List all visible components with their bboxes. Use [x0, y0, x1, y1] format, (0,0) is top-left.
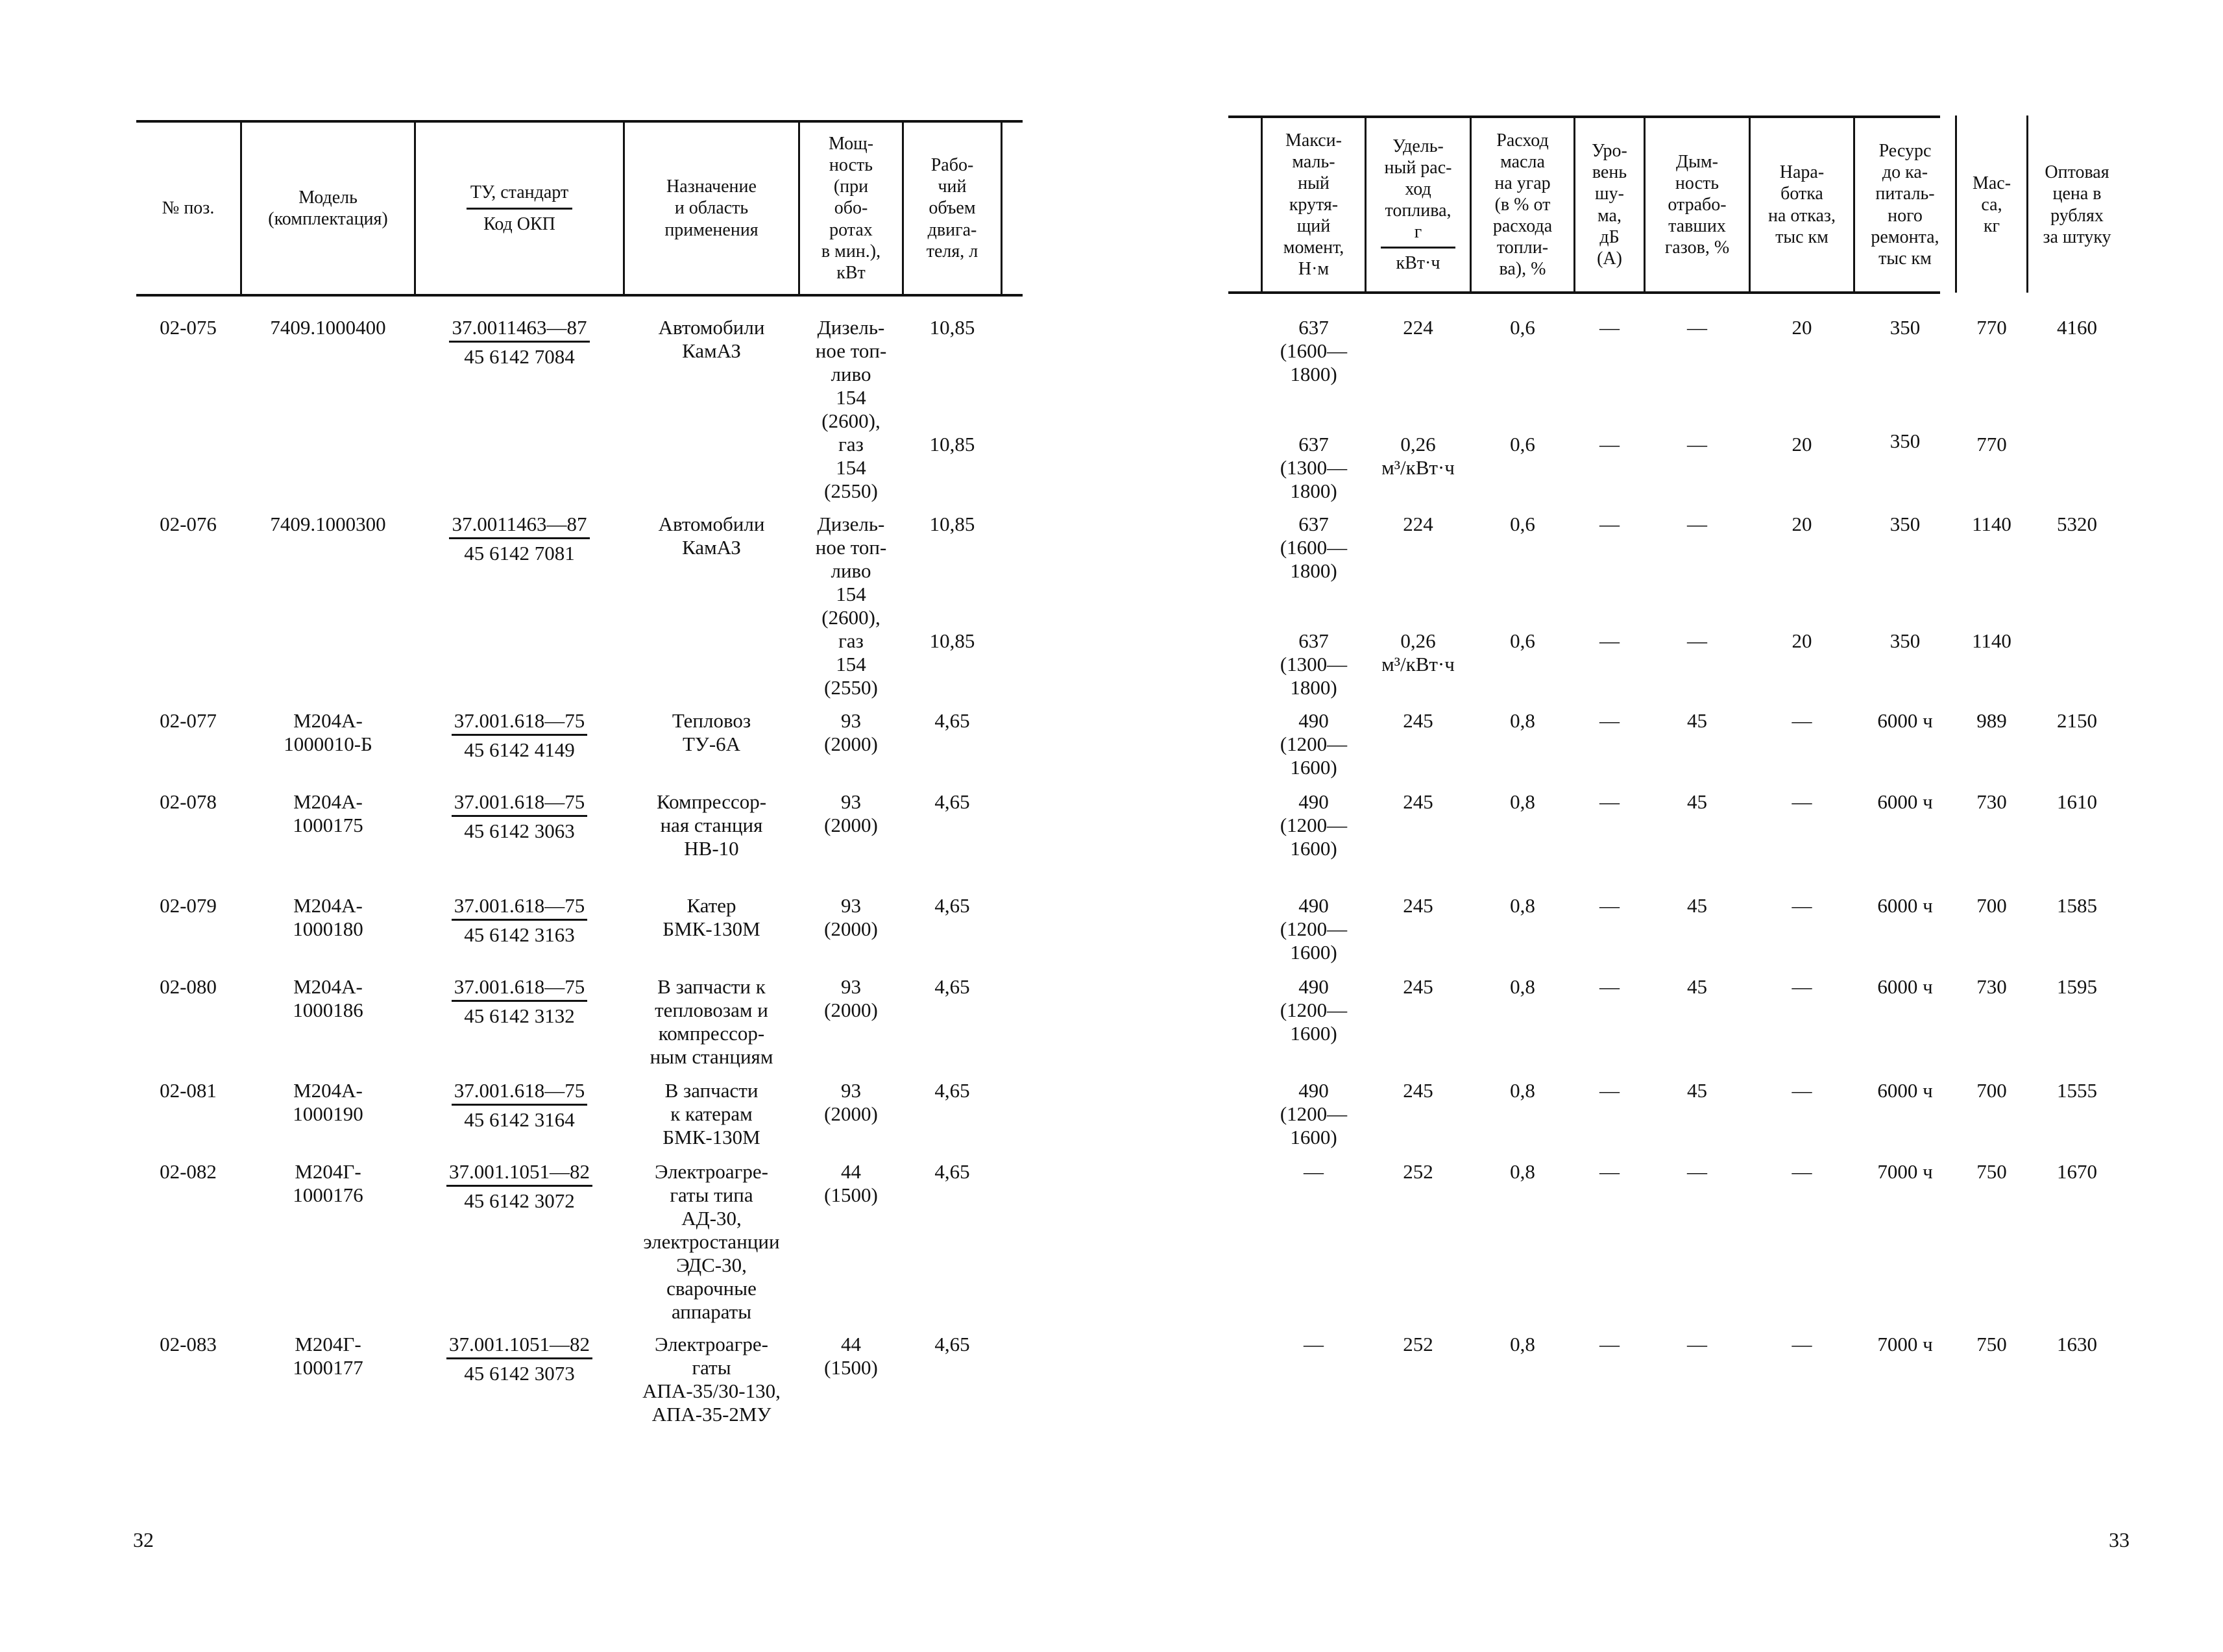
header-power: Мощ- ность (при обо- ротах в мин.), кВт — [821, 134, 881, 283]
cell-power: 93 (2000) — [824, 975, 878, 1021]
cell-tu: 37.0011463—87 — [452, 316, 587, 339]
cell-mtbf: 20 — [1792, 513, 1812, 535]
cell-power: газ 154 (2550) — [824, 433, 878, 502]
cell-price: 1555 — [2057, 1079, 2097, 1102]
cell-tu-okp — [416, 513, 623, 565]
cell-resource: 350 — [1889, 316, 1921, 339]
cell-model: 7409.1000400 — [270, 316, 386, 339]
cell-okp: 45 6142 3072 — [464, 1189, 575, 1212]
cell-mass: 750 — [1976, 1333, 2007, 1355]
fraction-rule — [452, 1000, 588, 1002]
cell-mass: 730 — [1976, 975, 2007, 998]
cell-smoke: — — [1687, 1333, 1707, 1355]
fraction-rule — [449, 537, 589, 539]
cell-power: 93 (2000) — [824, 790, 878, 836]
cell-resource: 7000 ч — [1877, 1333, 1933, 1355]
cell-mtbf: — — [1792, 1333, 1812, 1355]
page-number: 33 — [2109, 1528, 2130, 1551]
cell-torque: 637 (1600— 1800) — [1280, 513, 1348, 582]
cell-okp: 45 6142 7081 — [464, 542, 575, 565]
cell-fuel: 252 — [1403, 1333, 1433, 1355]
cell-resource: 6000 ч — [1877, 1079, 1933, 1102]
cell-volume: 4,65 — [934, 790, 970, 813]
cell-smoke: 45 — [1687, 790, 1707, 813]
cell-mass: 770 — [1976, 316, 2007, 339]
header-volume: Рабо- чий объем двига- теля, л — [926, 155, 978, 261]
fraction-rule — [446, 1357, 592, 1359]
cell-volume: 10,85 — [929, 316, 975, 339]
cell-mass: 770 — [1976, 433, 2007, 456]
cell-noise: — — [1599, 1079, 1620, 1102]
cell-smoke: — — [1687, 316, 1707, 339]
cell-volume: 10,85 — [929, 629, 975, 652]
cell-resource: 6000 ч — [1877, 790, 1933, 813]
cell-pos: 02-075 — [160, 316, 217, 339]
cell-smoke: — — [1687, 513, 1707, 535]
cell-price: 5320 — [2057, 513, 2097, 535]
cell-smoke: — — [1687, 1160, 1707, 1183]
cell-tu: 37.001.1051—82 — [449, 1160, 590, 1183]
cell-volume: 4,65 — [934, 1160, 970, 1183]
cell-price: 1610 — [2057, 790, 2097, 813]
cell-power: 44 (1500) — [824, 1333, 878, 1379]
cell-oil: 0,6 — [1510, 433, 1535, 456]
cell-torque: — — [1304, 1333, 1324, 1355]
cell-torque: 490 (1200— 1600) — [1280, 790, 1348, 860]
cell-tu-okp — [416, 1079, 623, 1132]
cell-resource: 7000 ч — [1877, 1160, 1933, 1183]
cell-volume: 10,85 — [929, 513, 975, 535]
cell-mtbf: — — [1792, 1160, 1812, 1183]
cell-torque: 490 (1200— 1600) — [1280, 975, 1348, 1045]
cell-resource: 6000 ч — [1877, 709, 1933, 732]
cell-tu-okp — [416, 1160, 623, 1213]
cell-mass: 989 — [1976, 709, 2007, 732]
cell-volume: 4,65 — [934, 1079, 970, 1102]
fraction-rule — [449, 341, 589, 343]
cell-power: газ 154 (2550) — [824, 629, 878, 699]
cell-torque: 637 (1600— 1800) — [1280, 316, 1348, 385]
cell-purpose: Электроагре- гаты АПА-35/30-130, АПА-35-2МУ — [642, 1333, 781, 1426]
cell-purpose: Автомобили КамАЗ — [658, 513, 765, 559]
cell-fuel: 245 — [1403, 894, 1433, 917]
cell-smoke: 45 — [1687, 709, 1707, 732]
cell-noise: — — [1599, 790, 1620, 813]
header-fuel — [1367, 118, 1470, 291]
header-resource: Ресурс до ка- питаль- ного ремонта, тыс км — [1871, 141, 1939, 269]
cell-power: Дизель- ное топ- ливо 154 (2600), — [815, 513, 887, 629]
cell-price: 1585 — [2057, 894, 2097, 917]
cell-tu-okp — [416, 975, 623, 1028]
cell-model: М204Г- 1000176 — [293, 1160, 363, 1206]
cell-tu: 37.001.618—75 — [454, 975, 585, 998]
cell-mass: 700 — [1976, 894, 2007, 917]
cell-mass: 730 — [1976, 790, 2007, 813]
cell-mass: 1140 — [1972, 513, 2011, 535]
cell-volume: 4,65 — [934, 1333, 970, 1355]
cell-purpose: Тепловоз ТУ-6А — [672, 709, 751, 755]
cell-fuel: 245 — [1403, 790, 1433, 813]
cell-pos: 02-082 — [160, 1160, 217, 1183]
cell-model: М204А- 1000180 — [293, 894, 363, 940]
fraction-rule — [452, 1104, 588, 1106]
header-oil: Расход масла на угар (в % от расхода топли- ва), % — [1492, 130, 1553, 280]
cell-pos: 02-079 — [160, 894, 217, 917]
cell-volume: 10,85 — [929, 433, 975, 456]
cell-fuel: 0,26 м³/кВт·ч — [1381, 629, 1455, 675]
cell-fuel: 224 — [1403, 316, 1433, 339]
cell-tu: 37.001.618—75 — [454, 709, 585, 732]
cell-volume: 4,65 — [934, 975, 970, 998]
cell-smoke: 45 — [1687, 975, 1707, 998]
cell-purpose: Компрессор- ная станция НВ-10 — [656, 790, 767, 860]
cell-model: М204А- 1000175 — [293, 790, 363, 836]
cell-oil: 0,8 — [1510, 709, 1535, 732]
cell-mtbf: — — [1792, 709, 1812, 732]
right-page — [1112, 0, 2223, 1652]
cell-okp: 45 6142 3163 — [464, 923, 575, 946]
fraction-rule — [467, 208, 572, 210]
fraction-rule — [452, 815, 588, 817]
header-tu: ТУ, стандарт — [470, 182, 569, 203]
cell-noise: — — [1599, 433, 1620, 456]
cell-pos: 02-080 — [160, 975, 217, 998]
header-model: Модель (комплектация) — [268, 187, 388, 229]
cell-okp: 45 6142 7084 — [464, 345, 575, 368]
cell-purpose: Катер БМК-130М — [662, 894, 760, 940]
cell-mtbf: — — [1792, 1079, 1812, 1102]
cell-tu: 37.0011463—87 — [452, 513, 587, 535]
header-fuel-bottom: кВт·ч — [1396, 253, 1440, 274]
header-bottom-rule — [136, 294, 1023, 297]
cell-oil: 0,6 — [1510, 629, 1535, 652]
cell-mtbf: 20 — [1792, 629, 1812, 652]
cell-oil: 0,8 — [1510, 1160, 1535, 1183]
cell-mass: 700 — [1976, 1079, 2007, 1102]
cell-smoke: — — [1687, 629, 1707, 652]
cell-torque: 490 (1200— 1600) — [1280, 1079, 1348, 1148]
cell-volume: 4,65 — [934, 894, 970, 917]
cell-mass: 1140 — [1972, 629, 2011, 652]
cell-fuel: 245 — [1403, 1079, 1433, 1102]
cell-resource: 350 — [1889, 430, 1921, 452]
cell-noise: — — [1599, 629, 1620, 652]
cell-tu: 37.001.618—75 — [454, 894, 585, 917]
cell-tu: 37.001.618—75 — [454, 1079, 585, 1102]
cell-power: Дизель- ное топ- ливо 154 (2600), — [815, 316, 887, 432]
cell-torque: 490 (1200— 1600) — [1280, 709, 1348, 779]
cell-oil: 0,6 — [1510, 513, 1535, 535]
cell-tu-okp — [416, 894, 623, 947]
cell-mtbf: — — [1792, 894, 1812, 917]
cell-purpose: Электроагре- гаты типа АД-30, электростанции ЭДС-30, сварочные аппараты — [643, 1160, 780, 1323]
cell-volume: 4,65 — [934, 709, 970, 732]
cell-fuel: 252 — [1403, 1160, 1433, 1183]
cell-torque: 637 (1300— 1800) — [1280, 433, 1348, 502]
fraction-rule — [1381, 247, 1456, 249]
fraction-rule — [446, 1185, 592, 1187]
cell-noise: — — [1599, 1333, 1620, 1355]
cell-okp: 45 6142 3073 — [464, 1362, 575, 1385]
cell-price: 1630 — [2057, 1333, 2097, 1355]
header-pos: № поз. — [162, 198, 215, 219]
cell-model: М204А- 1000186 — [293, 975, 363, 1021]
cell-mtbf: 20 — [1792, 316, 1812, 339]
cell-resource: 6000 ч — [1877, 894, 1933, 917]
cell-okp: 45 6142 3132 — [464, 1004, 575, 1027]
cell-power: 93 (2000) — [824, 1079, 878, 1125]
cell-oil: 0,8 — [1510, 1333, 1535, 1355]
cell-purpose: В запчасти к тепловозам и компрессор- ным станциям — [650, 975, 773, 1068]
cell-torque: — — [1304, 1160, 1324, 1183]
cell-tu-okp — [416, 790, 623, 843]
header-purpose: Назначение и область применения — [664, 176, 759, 240]
cell-okp: 45 6142 3063 — [464, 820, 575, 842]
header-okp: Код ОКП — [483, 213, 555, 234]
cell-pos: 02-076 — [160, 513, 217, 535]
cell-resource: 350 — [1889, 629, 1921, 652]
header-fuel-top: Удель- ный рас- ход топлива, г — [1384, 136, 1452, 243]
header-noise: Уро- вень шу- ма, дБ (А) — [1592, 141, 1627, 269]
cell-price: 1595 — [2057, 975, 2097, 998]
header-price: Оптовая цена в рублях за штуку — [2043, 162, 2111, 247]
cell-oil: 0,6 — [1510, 316, 1535, 339]
cell-okp: 45 6142 3164 — [464, 1108, 575, 1131]
cell-noise: — — [1599, 894, 1620, 917]
header-tu-okp — [416, 123, 623, 294]
fraction-rule — [452, 919, 588, 921]
cell-power: 93 (2000) — [824, 709, 878, 755]
page-number: 32 — [133, 1528, 154, 1551]
cell-purpose: В запчасти к катерам БМК-130М — [662, 1079, 760, 1148]
cell-noise: — — [1599, 316, 1620, 339]
cell-oil: 0,8 — [1510, 790, 1535, 813]
cell-pos: 02-077 — [160, 709, 217, 732]
cell-price: 2150 — [2057, 709, 2097, 732]
cell-noise: — — [1599, 1160, 1620, 1183]
cell-price: 4160 — [2057, 316, 2097, 339]
cell-model: 7409.1000300 — [270, 513, 386, 535]
cell-model: М204А- 1000190 — [293, 1079, 363, 1125]
cell-mtbf: — — [1792, 790, 1812, 813]
column-divider — [1001, 120, 1002, 295]
cell-noise: — — [1599, 975, 1620, 998]
cell-noise: — — [1599, 709, 1620, 732]
header-bottom-rule — [1228, 291, 1940, 294]
cell-fuel: 245 — [1403, 709, 1433, 732]
cell-resource: 350 — [1889, 513, 1921, 535]
cell-okp: 45 6142 4149 — [464, 738, 575, 761]
cell-mtbf: — — [1792, 975, 1812, 998]
cell-smoke: 45 — [1687, 894, 1707, 917]
cell-fuel: 0,26 м³/кВт·ч — [1381, 433, 1455, 479]
cell-torque: 637 (1300— 1800) — [1280, 629, 1348, 699]
cell-purpose: Автомобили КамАЗ — [658, 316, 765, 362]
cell-noise: — — [1599, 513, 1620, 535]
cell-tu: 37.001.618—75 — [454, 790, 585, 813]
cell-torque: 490 (1200— 1600) — [1280, 894, 1348, 964]
cell-tu-okp — [416, 1333, 623, 1385]
cell-pos: 02-083 — [160, 1333, 217, 1355]
cell-power: 93 (2000) — [824, 894, 878, 940]
cell-tu: 37.001.1051—82 — [449, 1333, 590, 1355]
cell-oil: 0,8 — [1510, 1079, 1535, 1102]
header-mass: Мас- са, кг — [1972, 173, 2011, 237]
cell-fuel: 224 — [1403, 513, 1433, 535]
header-torque: Макси- маль- ный крутя- щий момент, Н·м — [1283, 130, 1344, 280]
header-mtbf: Нара- ботка на отказ, тыс км — [1768, 162, 1836, 247]
header-smoke: Дым- ность отрабо- тавших газов, % — [1664, 151, 1730, 258]
cell-mtbf: 20 — [1792, 433, 1812, 456]
cell-oil: 0,8 — [1510, 975, 1535, 998]
cell-model: М204А- 1000010-Б — [284, 709, 372, 755]
cell-oil: 0,8 — [1510, 894, 1535, 917]
cell-model: М204Г- 1000177 — [293, 1333, 363, 1379]
cell-price: 1670 — [2057, 1160, 2097, 1183]
cell-tu-okp — [416, 316, 623, 369]
cell-tu-okp — [416, 709, 623, 762]
cell-smoke: — — [1687, 433, 1707, 456]
cell-resource: 6000 ч — [1877, 975, 1933, 998]
cell-fuel: 245 — [1403, 975, 1433, 998]
cell-smoke: 45 — [1687, 1079, 1707, 1102]
cell-pos: 02-081 — [160, 1079, 217, 1102]
cell-mass: 750 — [1976, 1160, 2007, 1183]
cell-power: 44 (1500) — [824, 1160, 878, 1206]
fraction-rule — [452, 734, 588, 736]
cell-pos: 02-078 — [160, 790, 217, 813]
